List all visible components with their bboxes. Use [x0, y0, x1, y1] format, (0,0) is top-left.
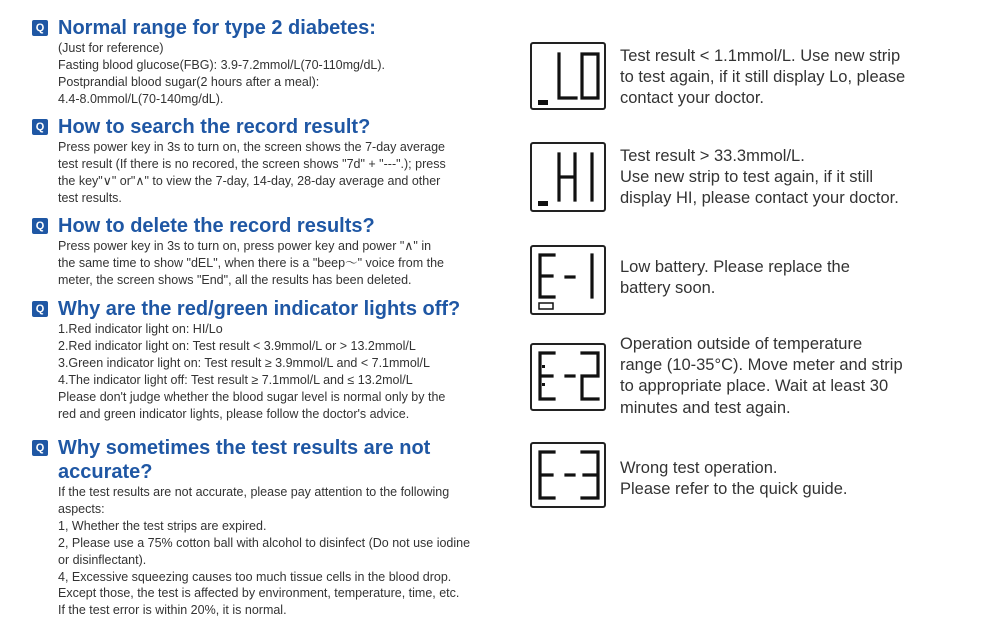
body-line: 2, Please use a 75% cotton ball with alcohol to disinfect (Do not use iodine [58, 535, 471, 550]
body-line: (Just for reference) [58, 41, 164, 55]
body-line: 3.Green indicator light on: Test result ≥ 3.9mmol/L and < 7.1mmol/L [58, 355, 430, 370]
desc-line: battery soon. [620, 279, 716, 298]
body-line: Except those, the test is affected by environment, temperature, time, etc. [58, 586, 460, 601]
body-line: If the test results are not accurate, please pay attention to the following [58, 485, 450, 499]
desc-line: Please refer to the quick guide. [620, 480, 848, 499]
q-badge: Q [32, 301, 48, 317]
faq-section-search-record [32, 115, 446, 207]
body-line: red and green indicator lights, please follow the doctor's advice. [58, 406, 410, 421]
body-line: Press power key in 3s to turn on, the screen shows the 7-day average [58, 140, 446, 154]
desc-line: display HI, please contact your doctor. [620, 189, 899, 208]
lcd-hi-glyph [532, 144, 604, 210]
section-title: Why sometimes the test results are not accurate? [58, 437, 431, 483]
body-line: 2.Red indicator light on: Test result < 3.9mmol/L or > 13.2mmol/L [58, 338, 416, 353]
section-body [58, 139, 446, 207]
section-title: How to delete the record results? [58, 215, 375, 237]
section-title: Why are the red/green indicator lights off? [58, 298, 461, 320]
code-description [620, 46, 905, 110]
section-body [58, 484, 502, 619]
q-badge: Q [32, 440, 48, 456]
body-line: 1.Red indicator light on: HI/Lo [58, 322, 223, 336]
code-description [620, 257, 850, 299]
q-badge: Q [32, 20, 48, 36]
desc-line: to appropriate place. Wait at least 30 [620, 377, 889, 396]
desc-line: Use new strip to test again, if it still [620, 168, 874, 187]
lcd-display-e1 [530, 245, 606, 315]
code-description [620, 458, 847, 500]
lcd-display-e2 [530, 343, 606, 411]
faq-section-delete-record [32, 214, 444, 289]
desc-line: Low battery. Please replace the [620, 258, 850, 276]
desc-line: to test again, if it still display Lo, please [620, 68, 906, 87]
q-badge: Q [32, 119, 48, 135]
code-description [620, 146, 899, 210]
lcd-lo-glyph [532, 44, 604, 108]
body-line: If the test error is within 20%, it is normal. [58, 603, 287, 618]
body-line: the same time to show "dEL", when there is a "beep～" voice from the [58, 255, 444, 270]
desc-line: contact your doctor. [620, 89, 764, 108]
body-line: Postprandial blood sugar(2 hours after a meal): [58, 74, 320, 89]
body-line: Please don't judge whether the blood sugar level is normal only by the [58, 389, 446, 404]
lcd-display-hi [530, 142, 606, 212]
body-line: test results. [58, 190, 122, 205]
section-title: Normal range for type 2 diabetes: [58, 17, 376, 39]
body-line: Press power key in 3s to turn on, press power key and power "∧" in [58, 239, 432, 253]
lcd-e2-glyph [532, 345, 604, 409]
lcd-e1-glyph [532, 247, 604, 313]
body-line: meter, the screen shows "End", all the results has been deleted. [58, 272, 412, 287]
desc-line: Test result < 1.1mmol/L. Use new strip [620, 47, 901, 65]
body-line: Fasting blood glucose(FBG): 3.9-7.2mmol/L(70-110mg/dL). [58, 57, 386, 72]
faq-section-indicator-lights [32, 297, 460, 422]
body-line: 4, Excessive squeezing causes too much tissue cells in the blood drop. [58, 569, 452, 584]
q-badge: Q [32, 218, 48, 234]
desc-line: minutes and test again. [620, 398, 791, 417]
section-body [58, 321, 460, 422]
lcd-display-e3 [530, 442, 606, 508]
faq-section-normal-range [32, 16, 385, 108]
body-line: test result (If there is no recored, the screen shows "7d" + "---".); press [58, 156, 446, 171]
body-line: 4.The indicator light off: Test result ≥ 7.1mmol/L and ≤ 13.2mol/L [58, 372, 413, 387]
desc-line: range (10-35°C). Move meter and strip [620, 356, 903, 375]
faq-section-accuracy [32, 436, 502, 619]
desc-line: Wrong test operation. [620, 459, 778, 477]
code-description [620, 334, 903, 419]
lcd-e3-glyph [532, 444, 604, 506]
section-body [58, 40, 385, 108]
lcd-display-lo [530, 42, 606, 110]
body-line: aspects: [58, 501, 105, 516]
body-line: or disinflectant). [58, 552, 147, 567]
desc-line: Test result > 33.3mmol/L. [620, 147, 805, 165]
body-line: the key"∨" or"∧" to view the 7-day, 14-day, 28-day average and other [58, 173, 441, 188]
body-line: 1, Whether the test strips are expired. [58, 518, 267, 533]
section-title: How to search the record result? [58, 116, 371, 138]
section-body [58, 238, 444, 289]
desc-line: Operation outside of temperature [620, 335, 863, 353]
body-line: 4.4-8.0mmol/L(70-140mg/dL). [58, 91, 224, 106]
